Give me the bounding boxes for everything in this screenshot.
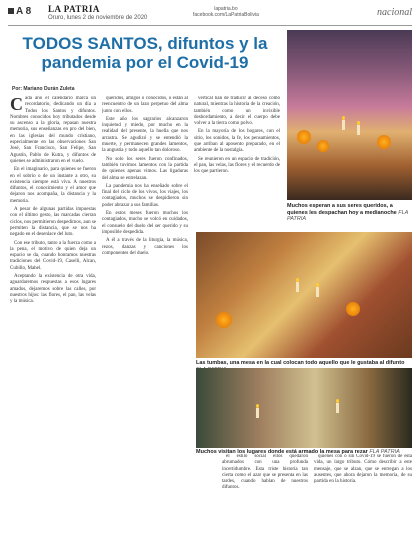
article-column-3-continued [222,454,308,529]
publication-date: Oruro, lunes 2 de noviembre de 2020 [48,15,148,21]
paragraph: A él a través de la liturgia, la música, rezos, danzas y canciones los componentes del duelo. [102,238,188,256]
publication-name: LA PATRIA [48,4,100,14]
article-column-1: Cada año el calendario marca un recordatorio, dedicando un día a Todos los Santos y difuntos. Nombres conocidos hoy tributados desde su ascenso a la gloria, repasan nuestra memoria, sus enseñanzas en pro del bien, en las iglesias del mundo cristiano, especialmente en las observaciones San José, San Francisco, San Felipe, San Agustín, Pablo de Kutra, y difuntos de quienes se administraron en el vuelo. En el imaginario, para quienes se fueron en el sobrio o de un instante a otro, su existencia siempre está viva. A nuestros difuntos, el conocimiento y el amor que dejaron nos acompaña, la distancia y la memoria. A pesar de algunas partidas impuestas con el último gesto, las marcadas cierran ciclos, nos permitieron despedirnos, aun se permiten la distancia, que se nos ha negado en el desenlace del luto. Con ese tributo, tanto a la fuerza como a la pena, el motivo de quien deja un espacio se da, cuando honramos nuestras tradiciones del Covid-19, Caselli, Alcan, Cubillo, Mabel. Aceptando la existencia de otra vida, aguardaremos respuestas a esos lugares amados, dejaremos sobre las calles, por nuestros hijos: las flores, el pan, las velas y la música. [10,96,96,305]
visitors-photo [196,368,412,448]
offering-table-photo [196,232,412,358]
drop-cap: C [10,96,23,114]
paragraph: quienes con o sin Covid-19 se fueron de esta vida, un largo tributo. Cómo describir a este mensaje, que se alzan, que se entregan a los ausentes, que ahora dejaron la memoria, de su partida en la historia. [314,454,412,485]
paragraph: el estilo social ellos quedaron abrumados con una profunda incertidumbre. Esta triste historia tan cierta como el azar que se presenta en las tardes, cuando hablan de nuestros difuntos. [222,454,308,491]
paragraph: En estos meses fueron muchos los contagiados, mucho se volcó en cuidados, el consuelo del duelo del ser querido y su imposible despedida. [102,211,188,235]
paragraph: queridos, amigos o conocidos, o están al reencuentro de un lazo perpetuo del alma junto con ellos. [102,96,188,114]
paragraph: En la mayoría de los hogares, con el sitio, los sonidos, la fe, los pensamientos, que arriban al aposento preparado, en el ambiente de la nostalgia. [194,129,280,154]
page-number: A 8 [8,6,31,17]
byline: Por: Mariano Durán Zuleta [12,86,75,92]
paragraph: Aceptando la existencia de otra vida, aguardaremos respuestas a esos lugares amados, dejaremos sobre las calles, por nuestros hijos: las flores, el pan, las velas y la música. [10,274,96,305]
photo-caption: Las tumbas, una mesa en la cual colocan todo aquello que le gustaba al difunto [196,360,405,366]
page-header [8,4,412,26]
article-column-2 [102,96,188,528]
section-label: nacional [377,7,412,18]
paragraph: A pesar de algunas partidas impuestas con el último gesto, las marcadas cierran ciclos, nos permitieron despedirnos, aun se permiten la distancia, que se nos ha negado en el desenlace del luto. [10,207,96,238]
site-info: lapatria.bo facebook.com/LaPatriaBolivia [193,6,259,18]
photo-caption: Muchos esperan a sus seres queridos, a quienes les despachan hoy a medianoche FLA PATRIA [287,203,409,222]
article-column-4 [314,454,412,529]
photo-caption: Muchos visitan los lugares donde está armado la mesa para rezar FLA PATRIA [196,449,400,455]
paragraph: Con ese tributo, tanto a la fuerza como a la pena, el motivo de quien deja un espacio se da, cuando honramos nuestras tradiciones del Covid-19, Caselli, Alcan, Cubillo, Mabel. [10,240,96,271]
paragraph: La pandemia nos ha enseñado sobre el final del ciclo de los vivos, los viajes, los contagiados, muchos se despidieron sin poder abrazar a sus familias. [102,183,188,208]
paragraph: Este año los sagrarios alcanzaron inquietud y miedo, por mucho en la realidad del presente, la huella que nos arrastra. Se agudizó y se entendió la muerte, y permanecen grandes lamentos, la angustia y todo aquello tan doloroso. [102,116,188,154]
article-headline: TODOS SANTOS, difuntos y la pandemia por el Covid-19 [22,34,268,72]
paragraph: Se reunieron en un espacio de tradición, el pan, las velas, las flores y el recuerdo de los que partieron. [194,156,280,175]
paragraph: En el imaginario, para quienes se fueron en el sobrio o de un instante a otro, su existencia siempre está viva. A nuestros difuntos, el conocimiento y el amor que dejaron nos acompaña, la distancia y la memoria. [10,167,96,204]
paragraph: No solo los seres fueron confinados, también tuvimos lamentos con la partida de quienes apenas vimos. Las ligaduras del alma se entrelazan. [102,156,188,181]
altar-photo [287,30,412,200]
paragraph: vertical han de traducir al deceso como natural, mientras la historia de la creación, también como un invisible desbordamiento, a decir el cuerpo debe volver a la tierra como polvo. [194,96,280,127]
